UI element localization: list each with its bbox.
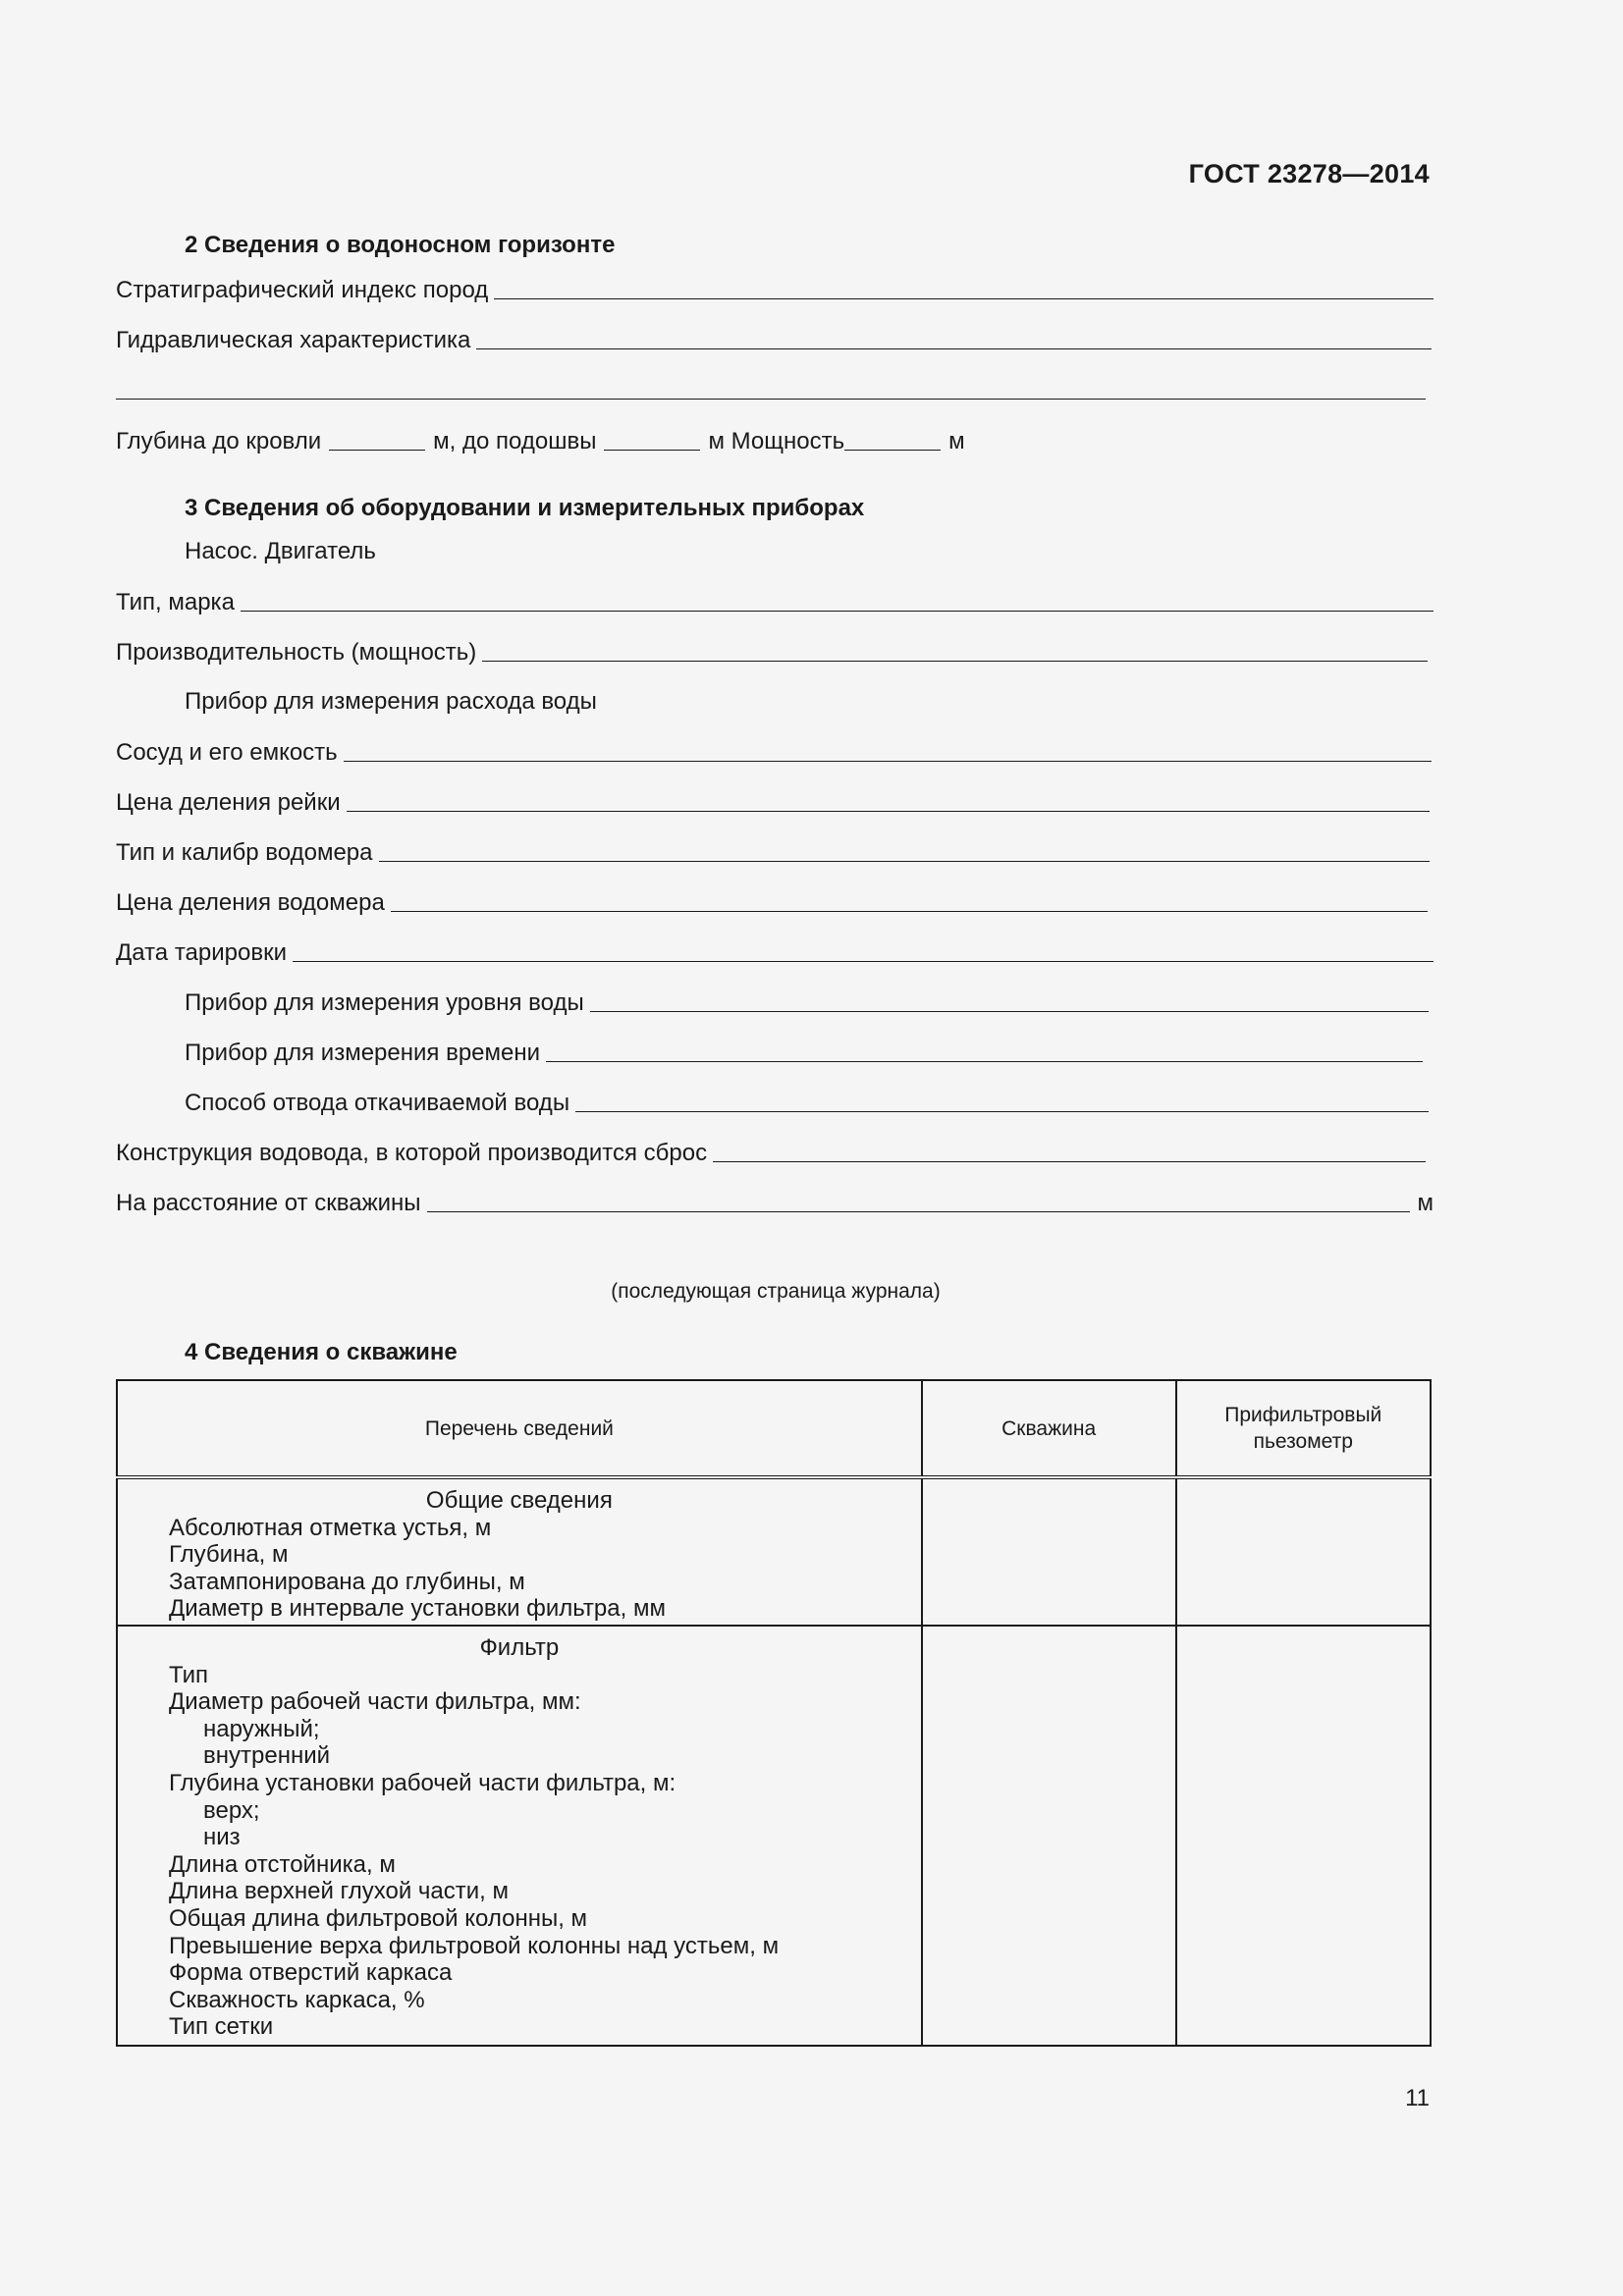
conduit-blank[interactable] (713, 1160, 1426, 1162)
list-item: Тип сетки (169, 2013, 274, 2041)
depth-sole-blank[interactable] (604, 449, 700, 451)
hydraulic-continuation-blank[interactable] (116, 399, 1426, 400)
table-row-filter (117, 1626, 1431, 2046)
type-brand-blank[interactable] (241, 610, 1434, 612)
filter-piezometer-cell[interactable] (1176, 1626, 1431, 2046)
list-item: Общая длина фильтровой колонны, м (169, 1904, 588, 1932)
table-header-row (117, 1380, 1431, 1477)
list-item: Форма отверстий каркаса (169, 1959, 453, 1987)
well-info-table (116, 1379, 1432, 2047)
time-device-blank[interactable] (546, 1060, 1423, 1062)
distance-unit: м (1417, 1190, 1434, 1216)
stratigraphic-label: Стратиграфический индекс пород (116, 277, 489, 303)
list-subitem: внутренний (203, 1742, 331, 1770)
meter-type-blank[interactable] (379, 860, 1431, 862)
list-item: Затампонирована до глубины, м (169, 1568, 525, 1595)
staff-division-field[interactable] (116, 785, 1430, 817)
section-2-title: 2 Сведения о водоносном горизонте (185, 232, 616, 258)
depth-sole-label: м, до подошвы (433, 428, 597, 454)
general-group-title: Общие сведения (425, 1487, 613, 1514)
time-device-field[interactable] (185, 1036, 1423, 1067)
list-item: Длина отстойника, м (169, 1850, 396, 1878)
general-well-cell[interactable] (922, 1477, 1176, 1626)
section-3-title: 3 Сведения об оборудовании и измерительных приборах (185, 495, 865, 521)
page-number: 11 (1405, 2085, 1430, 2111)
meter-type-field[interactable] (116, 835, 1430, 867)
discharge-method-field[interactable] (185, 1086, 1429, 1117)
capacity-blank[interactable] (482, 660, 1428, 662)
list-item: Превышение верха фильтровой колонны над устьем, м (169, 1932, 780, 1959)
discharge-method-label: Способ отвода откачиваемой воды (185, 1090, 570, 1116)
staff-division-blank[interactable] (347, 810, 1430, 812)
list-subitem: низ (203, 1824, 241, 1851)
list-item: Тип (169, 1661, 209, 1688)
depth-roof-label: Глубина до кровли (116, 428, 322, 454)
standard-code: ГОСТ 23278—2014 (1188, 159, 1430, 188)
section-4-title: 4 Сведения о скважине (185, 1339, 458, 1365)
list-item: Глубина установки рабочей части фильтра, м: (169, 1769, 676, 1796)
type-brand-field[interactable] (116, 585, 1434, 616)
general-piezometer-cell[interactable] (1176, 1477, 1431, 1626)
hydraulic-blank[interactable] (476, 347, 1432, 349)
list-subitem: верх; (203, 1796, 260, 1824)
list-item: Глубина, м (169, 1541, 289, 1569)
col-header-info: Перечень сведений (117, 1380, 922, 1477)
col-header-piezometer-text: Прифильтровый пьезометр (1224, 1404, 1382, 1453)
level-device-field[interactable] (185, 986, 1429, 1017)
staff-division-label: Цена деления рейки (116, 789, 341, 816)
list-item: Диаметр в интервале установки фильтра, мм (169, 1595, 666, 1623)
vessel-field[interactable] (116, 735, 1432, 767)
distance-blank[interactable] (427, 1210, 1410, 1212)
time-device-label: Прибор для измерения времени (185, 1040, 541, 1066)
calibration-date-field[interactable] (116, 935, 1434, 967)
thickness-label: м Мощность (708, 428, 845, 454)
pump-subhead: Насос. Двигатель (185, 538, 376, 564)
list-item: Скважность каркаса, % (169, 1986, 425, 2013)
conduit-field[interactable] (116, 1136, 1426, 1167)
list-subitem: наружный; (203, 1715, 320, 1742)
capacity-label: Производительность (мощность) (116, 639, 477, 666)
level-device-blank[interactable] (590, 1010, 1429, 1012)
col-header-well: Скважина (922, 1380, 1176, 1477)
calibration-date-blank[interactable] (293, 960, 1434, 962)
table-row-general (117, 1477, 1431, 1626)
depth-roof-blank[interactable] (329, 449, 425, 451)
general-info-cell (117, 1477, 922, 1626)
distance-field[interactable] (116, 1186, 1434, 1217)
depth-row[interactable] (116, 424, 965, 455)
vessel-label: Сосуд и его емкость (116, 739, 338, 766)
discharge-method-blank[interactable] (575, 1110, 1429, 1112)
conduit-label: Конструкция водовода, в которой производится сброс (116, 1140, 708, 1166)
meter-division-blank[interactable] (391, 910, 1428, 912)
level-device-label: Прибор для измерения уровня воды (185, 989, 584, 1016)
meter-division-label: Цена деления водомера (116, 889, 385, 916)
meter-type-label: Тип и калибр водомера (116, 839, 373, 866)
filter-group-title: Фильтр (479, 1633, 560, 1661)
col-header-piezometer (1176, 1380, 1431, 1477)
list-item: Абсолютная отметка устья, м (169, 1514, 492, 1541)
thickness-blank[interactable] (844, 449, 941, 451)
list-item: Длина верхней глухой части, м (169, 1878, 509, 1905)
stratigraphic-blank[interactable] (494, 297, 1434, 299)
filter-well-cell[interactable] (922, 1626, 1176, 2046)
flow-subhead: Прибор для измерения расхода воды (185, 688, 597, 715)
filter-info-cell (117, 1626, 922, 2046)
thickness-unit: м (948, 428, 965, 454)
vessel-blank[interactable] (344, 760, 1432, 762)
type-brand-label: Тип, марка (116, 589, 235, 615)
page-note: (последующая страница журнала) (611, 1280, 941, 1303)
hydraulic-field[interactable] (116, 323, 1432, 354)
stratigraphic-field[interactable] (116, 273, 1434, 304)
hydraulic-label: Гидравлическая характеристика (116, 327, 471, 353)
calibration-date-label: Дата тарировки (116, 939, 287, 966)
capacity-field[interactable] (116, 635, 1428, 667)
meter-division-field[interactable] (116, 885, 1428, 917)
list-item: Диаметр рабочей части фильтра, мм: (169, 1688, 581, 1716)
distance-label: На расстояние от скважины (116, 1190, 421, 1216)
